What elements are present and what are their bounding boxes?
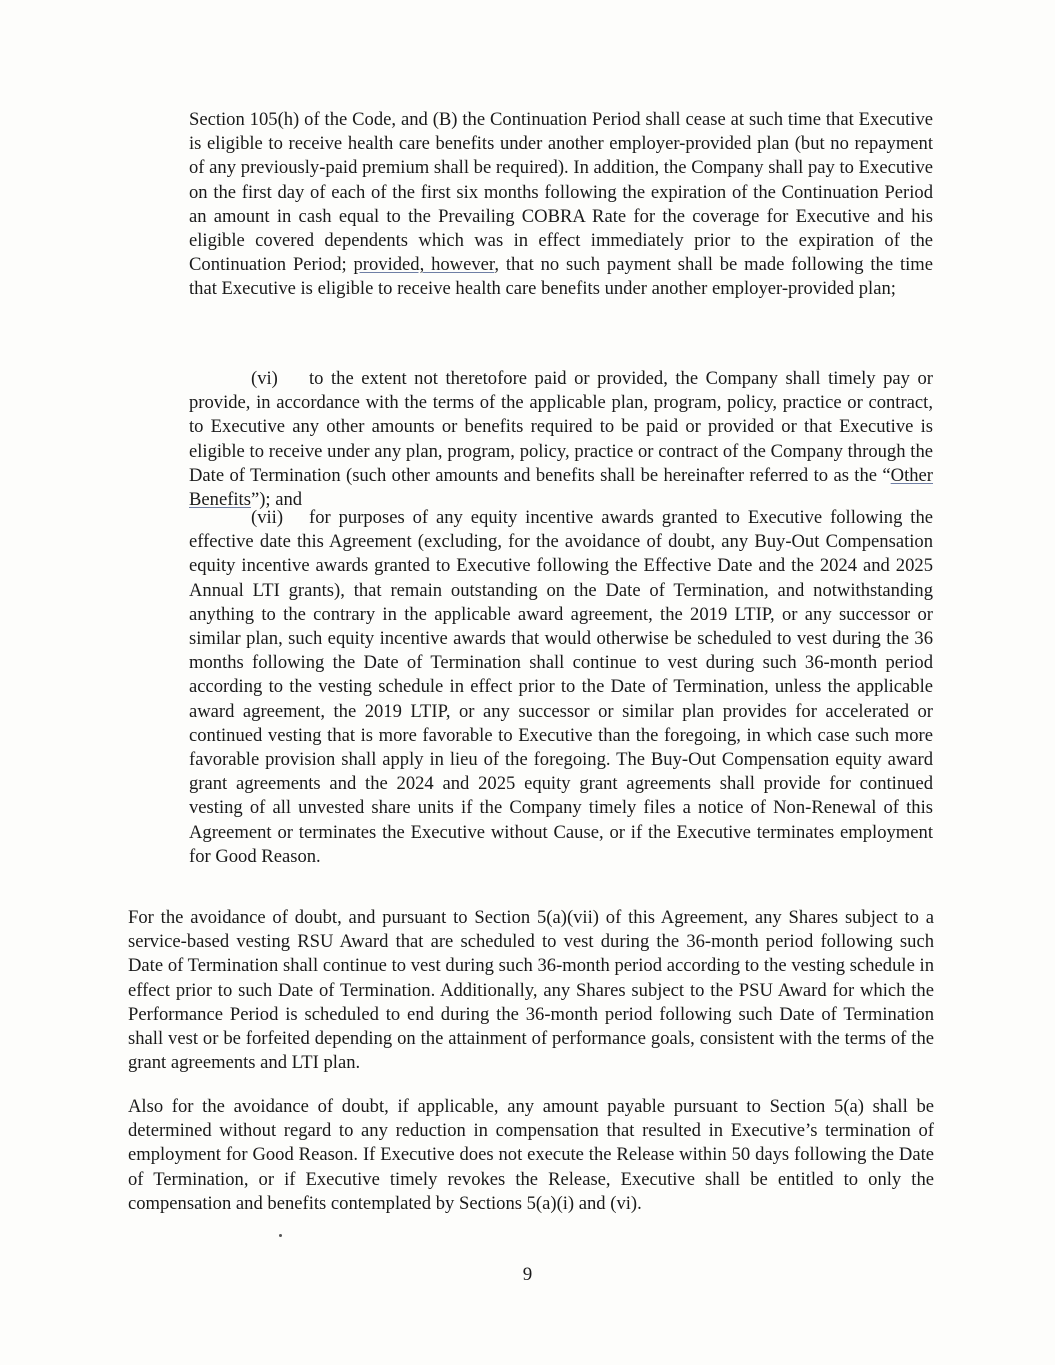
- continuation-text-a: Section 105(h) of the Code, and (B) the Continuation Period shall cease at such time that Executive is eligible to receive health care benefits under another employer-provided plan (but no repayment of any previously-paid premium shall be required). In addition, the Company shall pay to Executive on the first day of each of the first six months following the expiration of the Continuation Period an amount in cash equal to the Prevailing COBRA Rate for the coverage for Executive and his eligible covered dependents which was in effect immediately prior to the expiration of the Continuation Period;: [189, 109, 933, 276]
- continuation-paragraph: [189, 108, 933, 302]
- continuation-text-b: , that no such payment shall be made following the time that Executive is eligible to receive health care benefits under another employer-provided plan;: [189, 254, 933, 300]
- clause-vi-number: (vi): [251, 368, 278, 389]
- clause-vii-text: for purposes of any equity incentive awards granted to Executive following the effective date this Agreement (excluding, for the avoidance of doubt, any Buy-Out Compensation equity incentive awards granted to Executive following the Effective Date and the 2024 and 2025 Annual LTI grants), that remain outstanding on the Date of Termination, and notwithstanding anything to the contrary in the applicable award agreement, the 2019 LTIP, or any successor or similar plan, such equity incentive awards that would otherwise be scheduled to vest during the 36 months following the Date of Termination shall continue to vest during such 36-month period according to the vesting schedule in effect prior to the Date of Termination, unless the applicable award agreement, the 2019 LTIP, or any successor or similar plan provides for accelerated or continued vesting that is more favorable to Executive than the foregoing, in which case such more favorable provision shall apply in lieu of the foregoing. The Buy-Out Compensation equity award grant agreements and the 2024 and 2025 equity grant agreements shall provide for continued vesting of all unvested share units if the Company timely files a notice of Non-Renewal of this Agreement or terminates the Executive without Cause, or if the Executive terminates employment for Good Reason.: [189, 507, 933, 867]
- clause-vi-text-b: ”); and: [250, 489, 303, 511]
- clause-vi-text-a: to the extent not theretofore paid or provided, the Company shall timely pay or provide, in accordance with the terms of the applicable plan, program, policy, practice or contract, to Executive any other amounts or benefits required to be paid or provided or that Executive is eligible to receive under any plan, program, policy, practice or contract of the Company through the Date of Termination (such other amounts and benefits shall be hereinafter referred to as the “: [189, 368, 933, 486]
- release-paragraph: Also for the avoidance of doubt, if applicable, any amount payable pursuant to Section 5(a) shall be determined without regard to any reduction in compensation that resulted in Executive’s termination of employment for Good Reason. If Executive does not execute the Release within 50 days following the Date of Termination, or if Executive timely revokes the Release, Executive shall be entitled to only the compensation and benefits contemplated by Sections 5(a)(i) and (vi).: [128, 1096, 934, 1214]
- page-number: 9: [522, 1264, 533, 1285]
- provided-however-term: provided, however: [353, 254, 495, 276]
- clause-vi: [189, 367, 933, 512]
- clause-vii-number: (vii): [251, 507, 284, 528]
- avoidance-of-doubt-paragraph: For the avoidance of doubt, and pursuant to Section 5(a)(vii) of this Agreement, any Shares subject to a service-based vesting RSU Award that are scheduled to vest during the 36-month period following such Date of Termination shall continue to vest during such 36-month period according to the vesting schedule in effect prior to such Date of Termination. Additionally, any Shares subject to the PSU Award for which the Performance Period is scheduled to end during the 36-month period following such Date of Termination shall vest or be forfeited depending on the attainment of performance goals, consistent with the terms of the grant agreements and LTI plan.: [128, 907, 934, 1074]
- clause-vii: [189, 506, 933, 869]
- scan-speck: [279, 1234, 282, 1237]
- other-benefits-term: Other Benefits: [189, 464, 933, 511]
